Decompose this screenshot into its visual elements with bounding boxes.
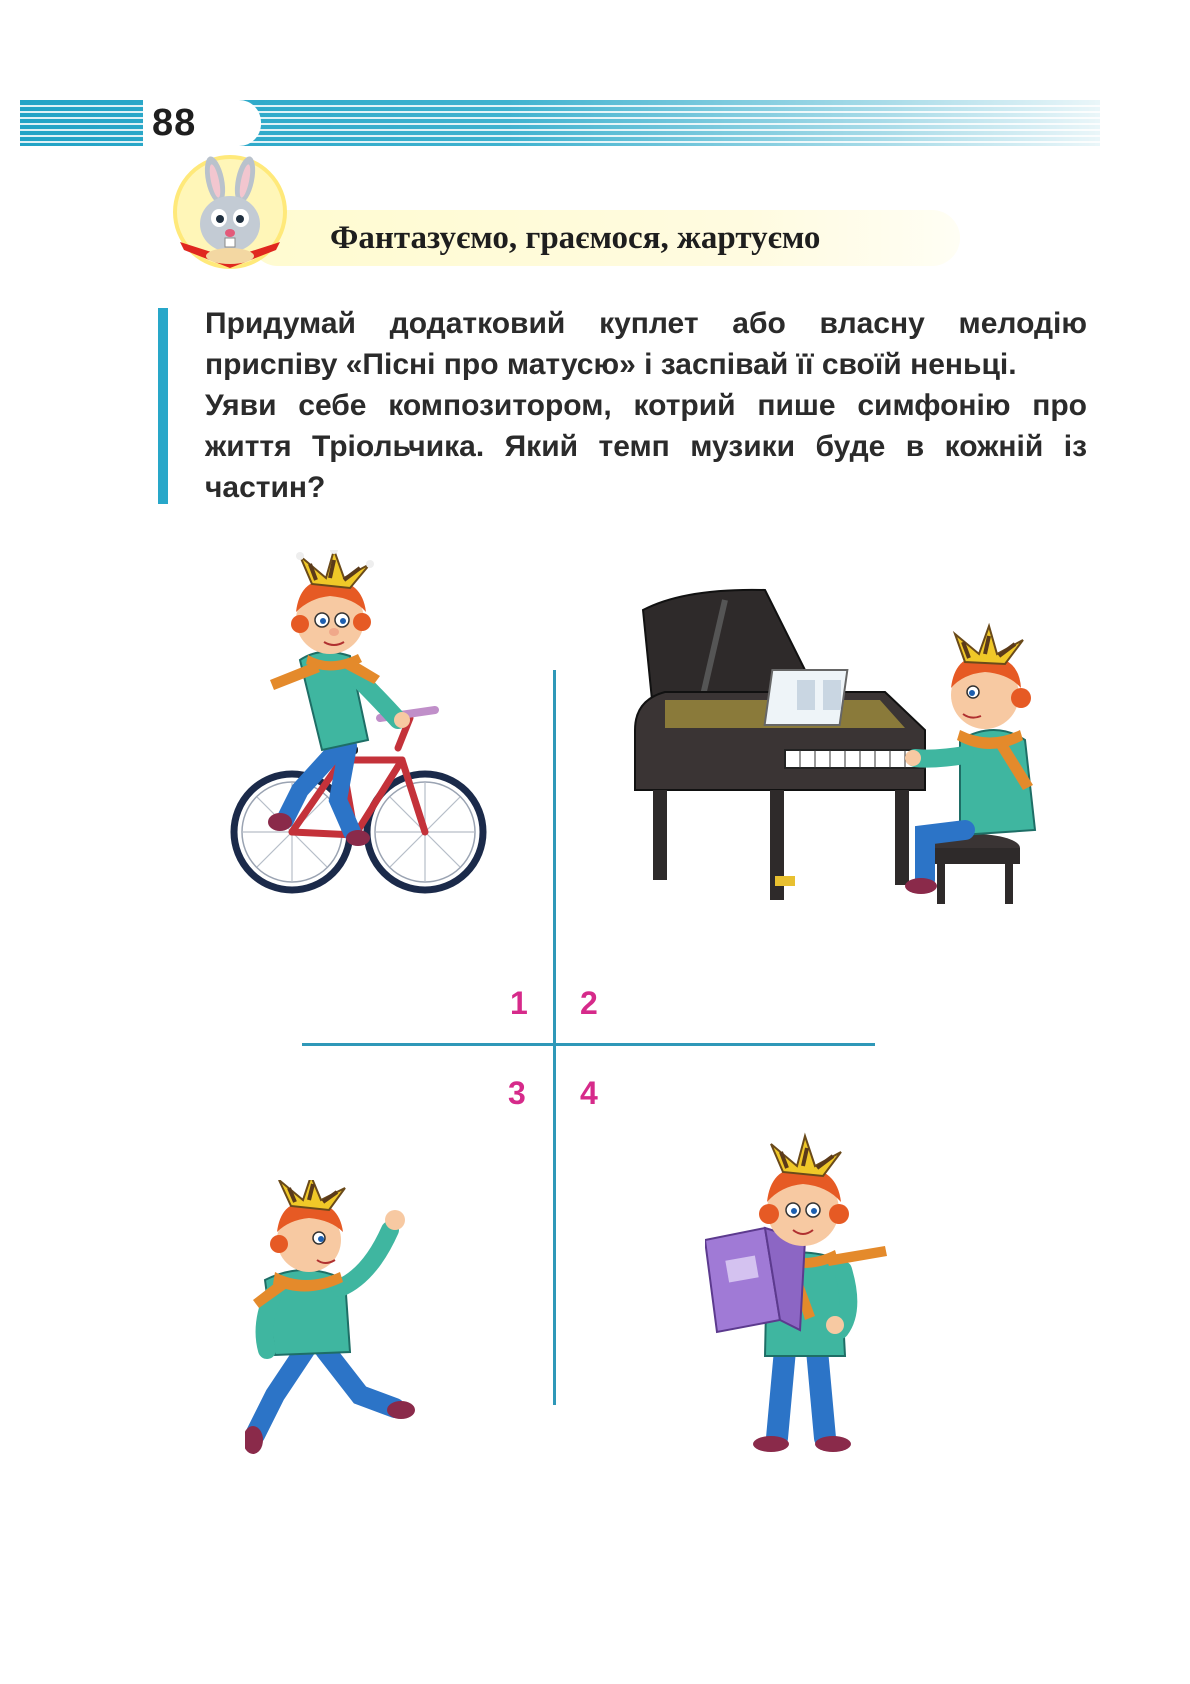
quadrant-number-1: 1 — [510, 985, 528, 1021]
section-title: Фантазуємо, граємося, жартуємо — [330, 220, 821, 256]
bunny-mascot-icon — [168, 150, 298, 275]
quadrant-number-3: 3 — [508, 1075, 526, 1111]
task-accent-bar — [158, 308, 168, 504]
quadrant-number-2: 2 — [580, 985, 598, 1021]
task-line-2: приспіву «Пісні про матусю» і заспівай її своїй неньці. — [205, 348, 1017, 381]
page-number: 88 — [152, 102, 197, 144]
boy-reading-book-illustration — [705, 1120, 905, 1460]
task-line-5: частин? — [205, 471, 326, 504]
diagram-horizontal-line — [302, 1043, 875, 1046]
boy-playing-grand-piano-illustration — [625, 580, 1055, 920]
task-line-3: Уяви себе композитором, котрий пише симфонію про — [205, 389, 1087, 422]
boy-running-illustration — [245, 1180, 445, 1460]
quadrant-number-4: 4 — [580, 1075, 598, 1111]
boy-riding-bicycle-illustration — [230, 550, 490, 930]
task-line-1: Придумай додатковий куплет або власну мелодію — [205, 307, 1087, 340]
task-line-4: життя Тріольчика. Який темп музики буде в кожній із — [205, 430, 1087, 463]
diagram-vertical-line — [553, 670, 556, 1405]
task-text — [205, 303, 1087, 508]
